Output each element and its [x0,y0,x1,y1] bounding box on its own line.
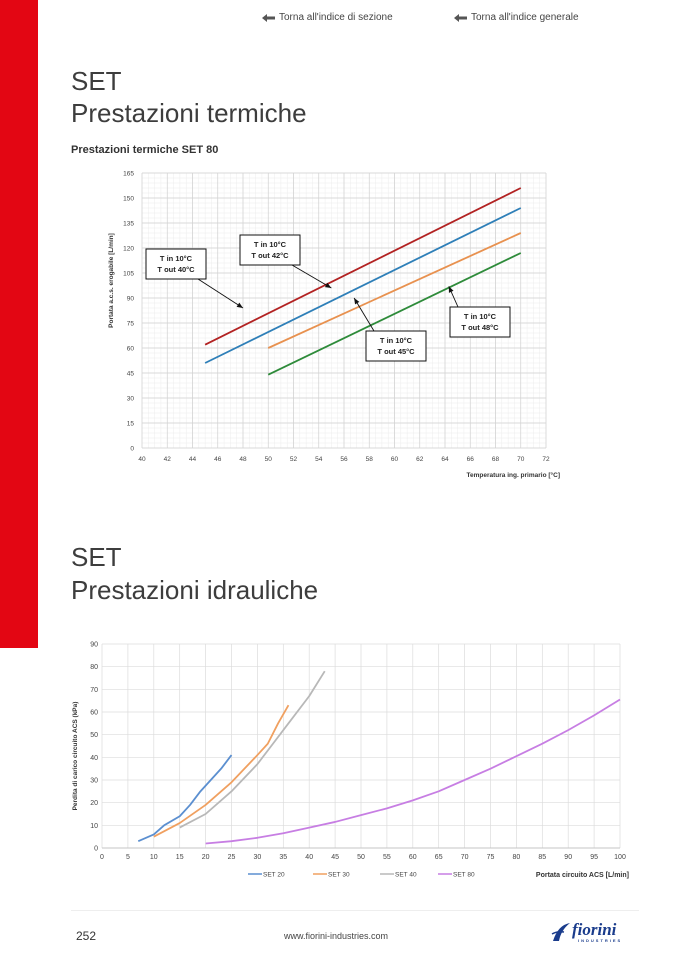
annotation-line2: T out 45°C [377,347,415,356]
y-tick-label: 90 [126,295,134,303]
legend-item [438,872,475,879]
x-tick-label: 70 [460,854,469,861]
y-axis-label: Portata a.c.s. erogabile [L/min] [108,233,115,328]
section2-title-line2: Prestazioni idrauliche [71,575,319,605]
back-to-section-index-label: Torna all'indice di sezione [279,12,393,23]
x-tick-label: 25 [227,854,236,861]
fiorini-logo-icon [550,921,572,943]
x-tick-label: 45 [331,854,339,861]
y-tick-label: 30 [126,395,134,403]
x-tick-label: 35 [279,854,288,861]
annotation-line1: T in 10°C [379,336,413,345]
x-tick-label: 30 [253,854,262,861]
back-arrow-icon [262,14,275,22]
logo-subtext: INDUSTRIES [578,938,623,943]
x-tick-label: 40 [305,854,314,861]
annotation-line1: T in 10°C [159,254,193,263]
x-tick-label: 90 [564,854,573,861]
x-tick-label: 42 [163,456,171,463]
annotation-line2: T out 48°C [461,323,499,332]
x-tick-label: 54 [315,456,323,463]
x-tick-label: 75 [486,854,495,861]
x-tick-label: 85 [538,854,547,861]
back-to-general-index-label: Torna all'indice generale [471,12,579,23]
x-tick-label: 50 [264,456,272,463]
x-tick-label: 64 [441,456,449,463]
page-number: 252 [76,929,97,943]
y-tick-label: 20 [90,800,98,808]
x-tick-label: 20 [201,854,210,861]
x-tick-label: 10 [149,854,158,861]
y-tick-label: 60 [90,709,98,717]
y-tick-label: 80 [90,664,98,672]
section2-title-line1: SET [71,542,122,572]
y-tick-label: 150 [123,195,134,203]
y-tick-label: 75 [126,320,134,328]
x-tick-label: 62 [416,456,424,463]
x-tick-label: 40 [138,456,146,463]
y-tick-label: 45 [126,370,134,378]
hydraulic-performance-chart [68,636,643,886]
x-tick-label: 60 [408,854,417,861]
x-tick-label: 70 [517,456,525,463]
series-line [180,671,325,827]
annotation-arrow-line [292,265,331,288]
y-tick-label: 90 [90,641,98,649]
x-tick-label: 68 [491,456,500,463]
x-tick-label: 72 [542,456,550,463]
x-tick-label: 65 [434,854,443,861]
y-tick-label: 165 [123,170,134,178]
legend-label: SET 40 [395,871,417,879]
fiorini-logo [550,921,632,945]
x-tick-label: 100 [614,854,626,861]
x-tick-label: 5 [125,854,130,861]
y-tick-label: 30 [90,777,98,785]
x-tick-label: 44 [188,456,197,463]
x-tick-label: 50 [357,854,365,861]
legend-item [313,872,350,879]
section1-title-line2: Prestazioni termiche [71,98,307,128]
annotation-arrowhead-icon [237,303,243,308]
back-to-general-index-link[interactable] [454,12,579,23]
website-link[interactable]: www.fiorini-industries.com [284,931,389,941]
annotation-line2: T out 40°C [157,265,195,274]
annotation-callout [449,286,510,337]
x-tick-label: 58 [365,456,373,463]
x-tick-label: 52 [289,456,298,463]
top-navigation [0,12,678,28]
back-to-section-index-link[interactable] [262,12,393,23]
series-line [154,705,289,836]
x-tick-label: 95 [590,854,598,861]
x-tick-label: 0 [100,854,104,861]
x-tick-label: 80 [512,854,521,861]
annotation-line1: T in 10°C [253,240,287,249]
footer-divider [71,910,639,911]
y-tick-label: 70 [90,686,98,694]
y-tick-label: 50 [90,732,98,740]
red-side-bar [0,0,38,648]
thermal-chart-title: Prestazioni termiche SET 80 [71,144,219,156]
back-arrow-icon [454,14,467,22]
x-axis-label: Temperatura ing. primario [°C] [466,472,560,479]
y-tick-label: 0 [130,445,134,453]
logo-text: fiorini [572,920,617,939]
y-tick-label: 15 [126,420,134,428]
series-line [138,755,231,841]
annotation-arrow-line [198,279,243,308]
legend-item [248,872,285,879]
annotation-line1: T in 10°C [463,312,497,321]
annotation-callout [354,298,426,361]
y-tick-label: 60 [126,345,134,353]
x-tick-label: 66 [466,456,474,463]
legend-label: SET 30 [328,871,350,879]
x-tick-label: 60 [390,456,399,463]
x-axis-label: Portata circuito ACS [L/min] [535,872,629,879]
x-tick-label: 56 [340,456,348,463]
y-tick-label: 135 [123,220,134,228]
y-tick-label: 105 [123,270,134,278]
annotation-line2: T out 42°C [251,251,289,260]
legend-label: SET 80 [453,871,475,879]
y-tick-label: 40 [90,754,98,762]
legend-item [380,872,417,879]
x-tick-label: 48 [239,456,247,463]
y-tick-label: 10 [90,822,98,830]
thermal-performance-chart [100,165,570,485]
x-tick-label: 55 [383,854,391,861]
section1-title-line1: SET [71,66,122,96]
y-tick-label: 120 [123,245,134,253]
x-tick-label: 15 [175,854,184,861]
y-axis-label: Perdita di carico circuito ACS (kPa) [72,701,79,811]
y-tick-label: 0 [94,845,98,853]
x-tick-label: 46 [214,456,222,463]
legend-label: SET 20 [263,871,285,879]
